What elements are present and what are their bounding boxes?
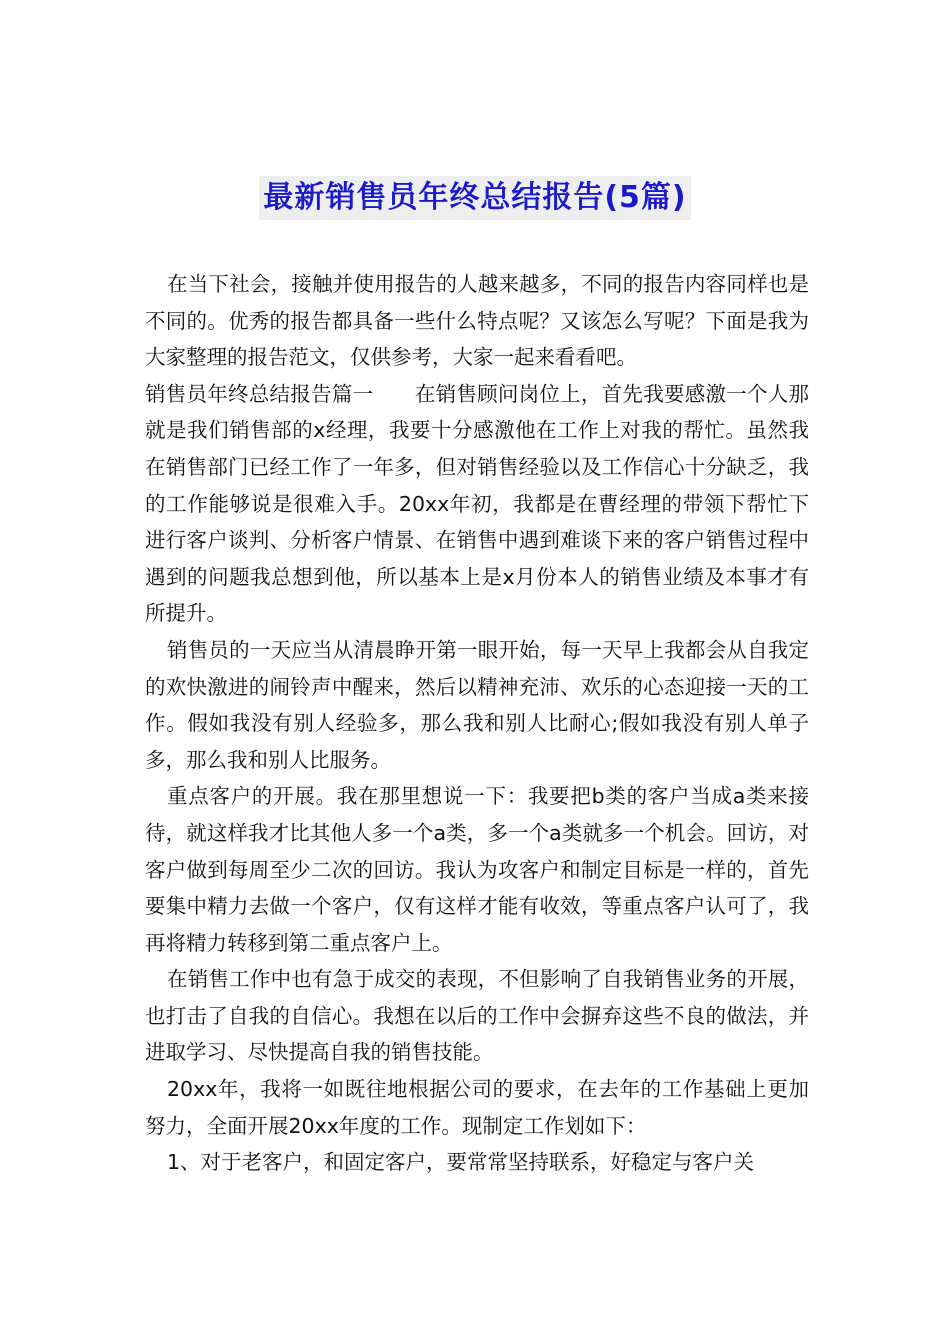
document-title: 最新销售员年终总结报告(5篇) xyxy=(259,176,690,220)
document-body xyxy=(145,266,809,1181)
paragraph-shortcomings: 在销售工作中也有急于成交的表现，不但影响了自我销售业务的开展，也打击了自我的自信心。我想在以后的工作中会摒弃这些不良的做法，并进取学习、尽快提高自我的销售技能。 xyxy=(145,967,809,1065)
title-block xyxy=(0,176,950,220)
paragraph-key-clients: 重点客户的开展。我在那里想说一下：我要把b类的客户当成a类来接待，就这样我才比其他人多一个a类，多一个a类就多一个机会。回访，对客户做到每周至少二次的回访。我认为攻客户和制定目标是一样的，首先要集中精力去做一个客户，仅有这样才能有收效，等重点客户认可了，我再将精力转移到第二重点客户上。 xyxy=(145,784,809,955)
paragraph-plan-item-1: 1、对于老客户，和固定客户，要常常坚持联系，好稳定与客户关 xyxy=(167,1150,755,1175)
paragraph-intro: 在当下社会，接触并使用报告的人越来越多，不同的报告内容同样也是不同的。优秀的报告都具备一些什么特点呢？又该怎么写呢？下面是我为大家整理的报告范文，仅供参考，大家一起来看看吧。 xyxy=(145,272,809,370)
paragraph-daily-routine: 销售员的一天应当从清晨睁开第一眼开始，每一天早上我都会从自我定的欢快激进的闹铃声中醒来，然后以精神充沛、欢乐的心态迎接一天的工作。假如我没有别人经验多，那么我和别人比耐心;假如我没有别人单子多，那么我和别人比服务。 xyxy=(145,637,809,772)
paragraph-plan-intro: 20xx年，我将一如既往地根据公司的要求，在去年的工作基础上更加努力，全面开展20xx年度的工作。现制定工作划如下： xyxy=(145,1077,809,1138)
paragraph-report-one: 销售员年终总结报告篇一 在销售顾问岗位上，首先我要感激一个人那就是我们销售部的x经理，我要十分感激他在工作上对我的帮忙。虽然我在销售部门已经工作了一年多，但对销售经验以及工作信心十分缺乏，我的工作能够说是很难入手。20xx年初，我都是在曹经理的带领下帮忙下进行客户谈判、分析客户情景、在销售中遇到难谈下来的客户销售过程中遇到的问题我总想到他，所以基本上是x月份本人的销售业绩及本事才有所提升。 xyxy=(145,381,809,626)
